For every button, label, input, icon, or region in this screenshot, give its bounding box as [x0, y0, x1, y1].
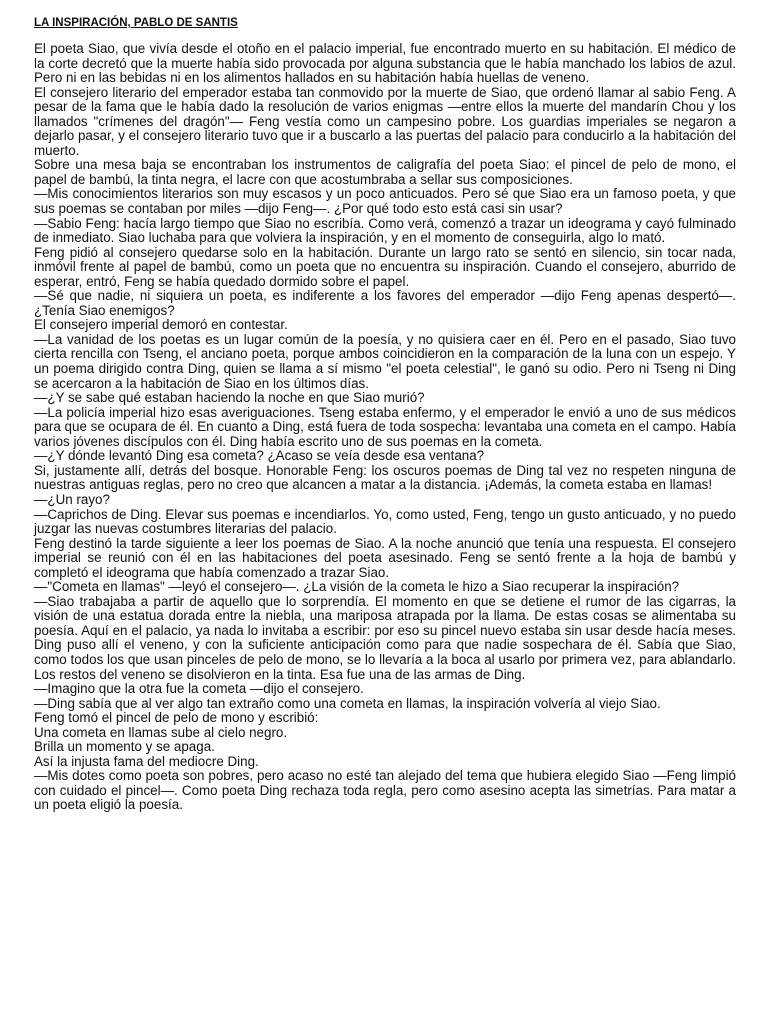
paragraph: Feng destinó la tarde siguiente a leer los poemas de Siao. A la noche anunció que tenía una respuesta. El consejero imperial se reunió con él en las habitaciones del poeta asesinado. Feng se sentó frente a la hoja de bambú y completó el ideograma que había comenzado a trazar Siao. [34, 535, 736, 580]
paragraph: —¿Un rayo? [34, 491, 110, 507]
paragraph: —"Cometa en llamas" —leyó el consejero—. ¿La visión de la cometa le hizo a Siao recuperar la inspiración? [34, 579, 680, 595]
paragraph: Feng pidió al consejero quedarse solo en la habitación. Durante un largo rato se sentó en silencio, sin tocar nada, inmóvil frente al papel de bambú, como un poeta que no encuentra su inspiración. Cuando el consejero, aburrido de esperar, entró, Feng se había quedado dormido sobre el papel. [34, 244, 736, 289]
paragraph: Feng tomó el pincel de pelo de mono y escribió: [34, 710, 319, 726]
poem-line: Una cometa en llamas sube al cielo negro. [34, 724, 288, 740]
document-title: LA INSPIRACIÓN, PABLO DE SANTIS [34, 17, 238, 29]
paragraph: —¿Y dónde levantó Ding esa cometa? ¿Acaso se veía desde esa ventana? [34, 448, 485, 464]
paragraph: El consejero imperial demoró en contestar. [34, 317, 288, 333]
paragraph: —¿Y se sabe qué estaban haciendo la noche en que Siao murió? [34, 390, 425, 406]
paragraph: —Sé que nadie, ni siquiera un poeta, es indiferente a los favores del emperador —dijo Feng apenas despertó—. ¿Tenía Siao enemigos? [34, 288, 736, 318]
paragraph: Sobre una mesa baja se encontraban los instrumentos de caligrafía del poeta Siao: el pincel de pelo de mono, el papel de bambú, la tinta negra, el lacre con que acostumbraba a sellar sus composiciones. [34, 157, 736, 187]
paragraph: Si, justamente allí, detrás del bosque. Honorable Feng: los oscuros poemas de Ding tal vez no respeten ninguna de nuestras antiguas reglas, pero no creo que alcancen a matar a la distancia. ¡Además, la cometa estaba en llamas! [34, 462, 736, 493]
poem-line: Brilla un momento y se apaga. [34, 739, 215, 755]
paragraph: —La vanidad de los poetas es un lugar común de la poesía, y no quisiera caer en él. Pero en el pasado, Siao tuvo cierta rencilla con Tseng, el anciano poeta, porque ambos coincidieron en la comparación de la luna con un espejo. Y un poema dirigido contra Ding, quien se llama a sí mismo "el poeta celestial", le ganó su odio. Pero ni Tseng ni Ding se acercaron a la habitación de Siao en los últimos días. [34, 331, 736, 391]
document-body [34, 42, 736, 813]
paragraph: El consejero literario del emperador estaba tan conmovido por la muerte de Siao, que ordenó llamar al sabio Feng. A pesar de la fama que le había dado la resolución de varios enigmas —entre ellos la muerte del mandarín Chou y los llamados "crímenes del dragón"— Feng vestía como un campesino pobre. Los guardias imperiales se negaron a dejarlo pasar, y el consejero literario tuvo que ir a buscarlo a las puertas del palacio para conducirlo a la habitación del muerto. [34, 84, 736, 158]
paragraph: —Caprichos de Ding. Elevar sus poemas e incendiarlos. Yo, como usted, Feng, tengo un gusto anticuado, y no puedo juzgar las nuevas costumbres literarias del palacio. [34, 506, 736, 537]
paragraph: —Sabio Feng: hacía largo tiempo que Siao no escribía. Como verá, comenzó a trazar un ideograma y cayó fulminado de inmediato. Siao luchaba para que volviera la inspiración, y en el momento de conseguirla, algo lo mató. [34, 215, 736, 246]
paragraph: —Ding sabía que al ver algo tan extraño como una cometa en llamas, la inspiración volvería al viejo Siao. [34, 695, 661, 711]
paragraph: —Imagino que la otra fue la cometa —dijo el consejero. [34, 681, 364, 697]
paragraph: —Siao trabajaba a partir de aquello que lo sorprendía. El momento en que se detiene el rumor de las cigarras, la visión de una estatua dorada entre la niebla, una mariposa atrapada por la llama. De estas cosas se alimentaba su poesía. Aquí en el palacio, ya nada lo invitaba a escribir: por eso su pincel nuevo estaba sin usar desde hacía meses. Ding puso allí el veneno, y con la suficiente anticipación como para que nadie sospechara de él. Sabía que Siao, como todos los que usan pinceles de pelo de mono, se lo llevaría a la boca al usarlo por primera vez, para ablandarlo. Los restos del veneno se disolvieron en la tinta. Esa fue una de las armas de Ding. [34, 593, 736, 682]
poem-line: Así la injusta fama del mediocre Ding. [34, 753, 259, 769]
paragraph: —La policía imperial hizo esas averiguaciones. Tseng estaba enfermo, y el emperador le envió a uno de sus médicos para que se ocupara de él. En cuanto a Ding, está fuera de toda sospecha: levantaba una cometa en el campo. Había varios jóvenes discípulos con él. Ding había escrito uno de sus poemas en la cometa. [34, 404, 736, 449]
paragraph: —Mis conocimientos literarios son muy escasos y un poco anticuados. Pero sé que Siao era un famoso poeta, y que sus poemas se contaban por miles —dijo Feng—. ¿Por qué todo esto está casi sin usar? [34, 186, 736, 217]
document-page [34, 17, 736, 813]
paragraph: —Mis dotes como poeta son pobres, pero acaso no esté tan alejado del tema que hubiera elegido Siao —Feng limpió con cuidado el pincel—. Como poeta Ding rechaza toda regla, pero como asesino acepta las simetrías. Para matar a un poeta eligió la poesía. [34, 768, 736, 813]
paragraph: El poeta Siao, que vivía desde el otoño en el palacio imperial, fue encontrado muerto en su habitación. El médico de la corte decretó que la muerte había sido provocada por alguna substancia que le había manchado los labios de azul. Pero ni en las bebidas ni en los alimentos hallados en su habitación había huellas de veneno. [34, 41, 736, 86]
